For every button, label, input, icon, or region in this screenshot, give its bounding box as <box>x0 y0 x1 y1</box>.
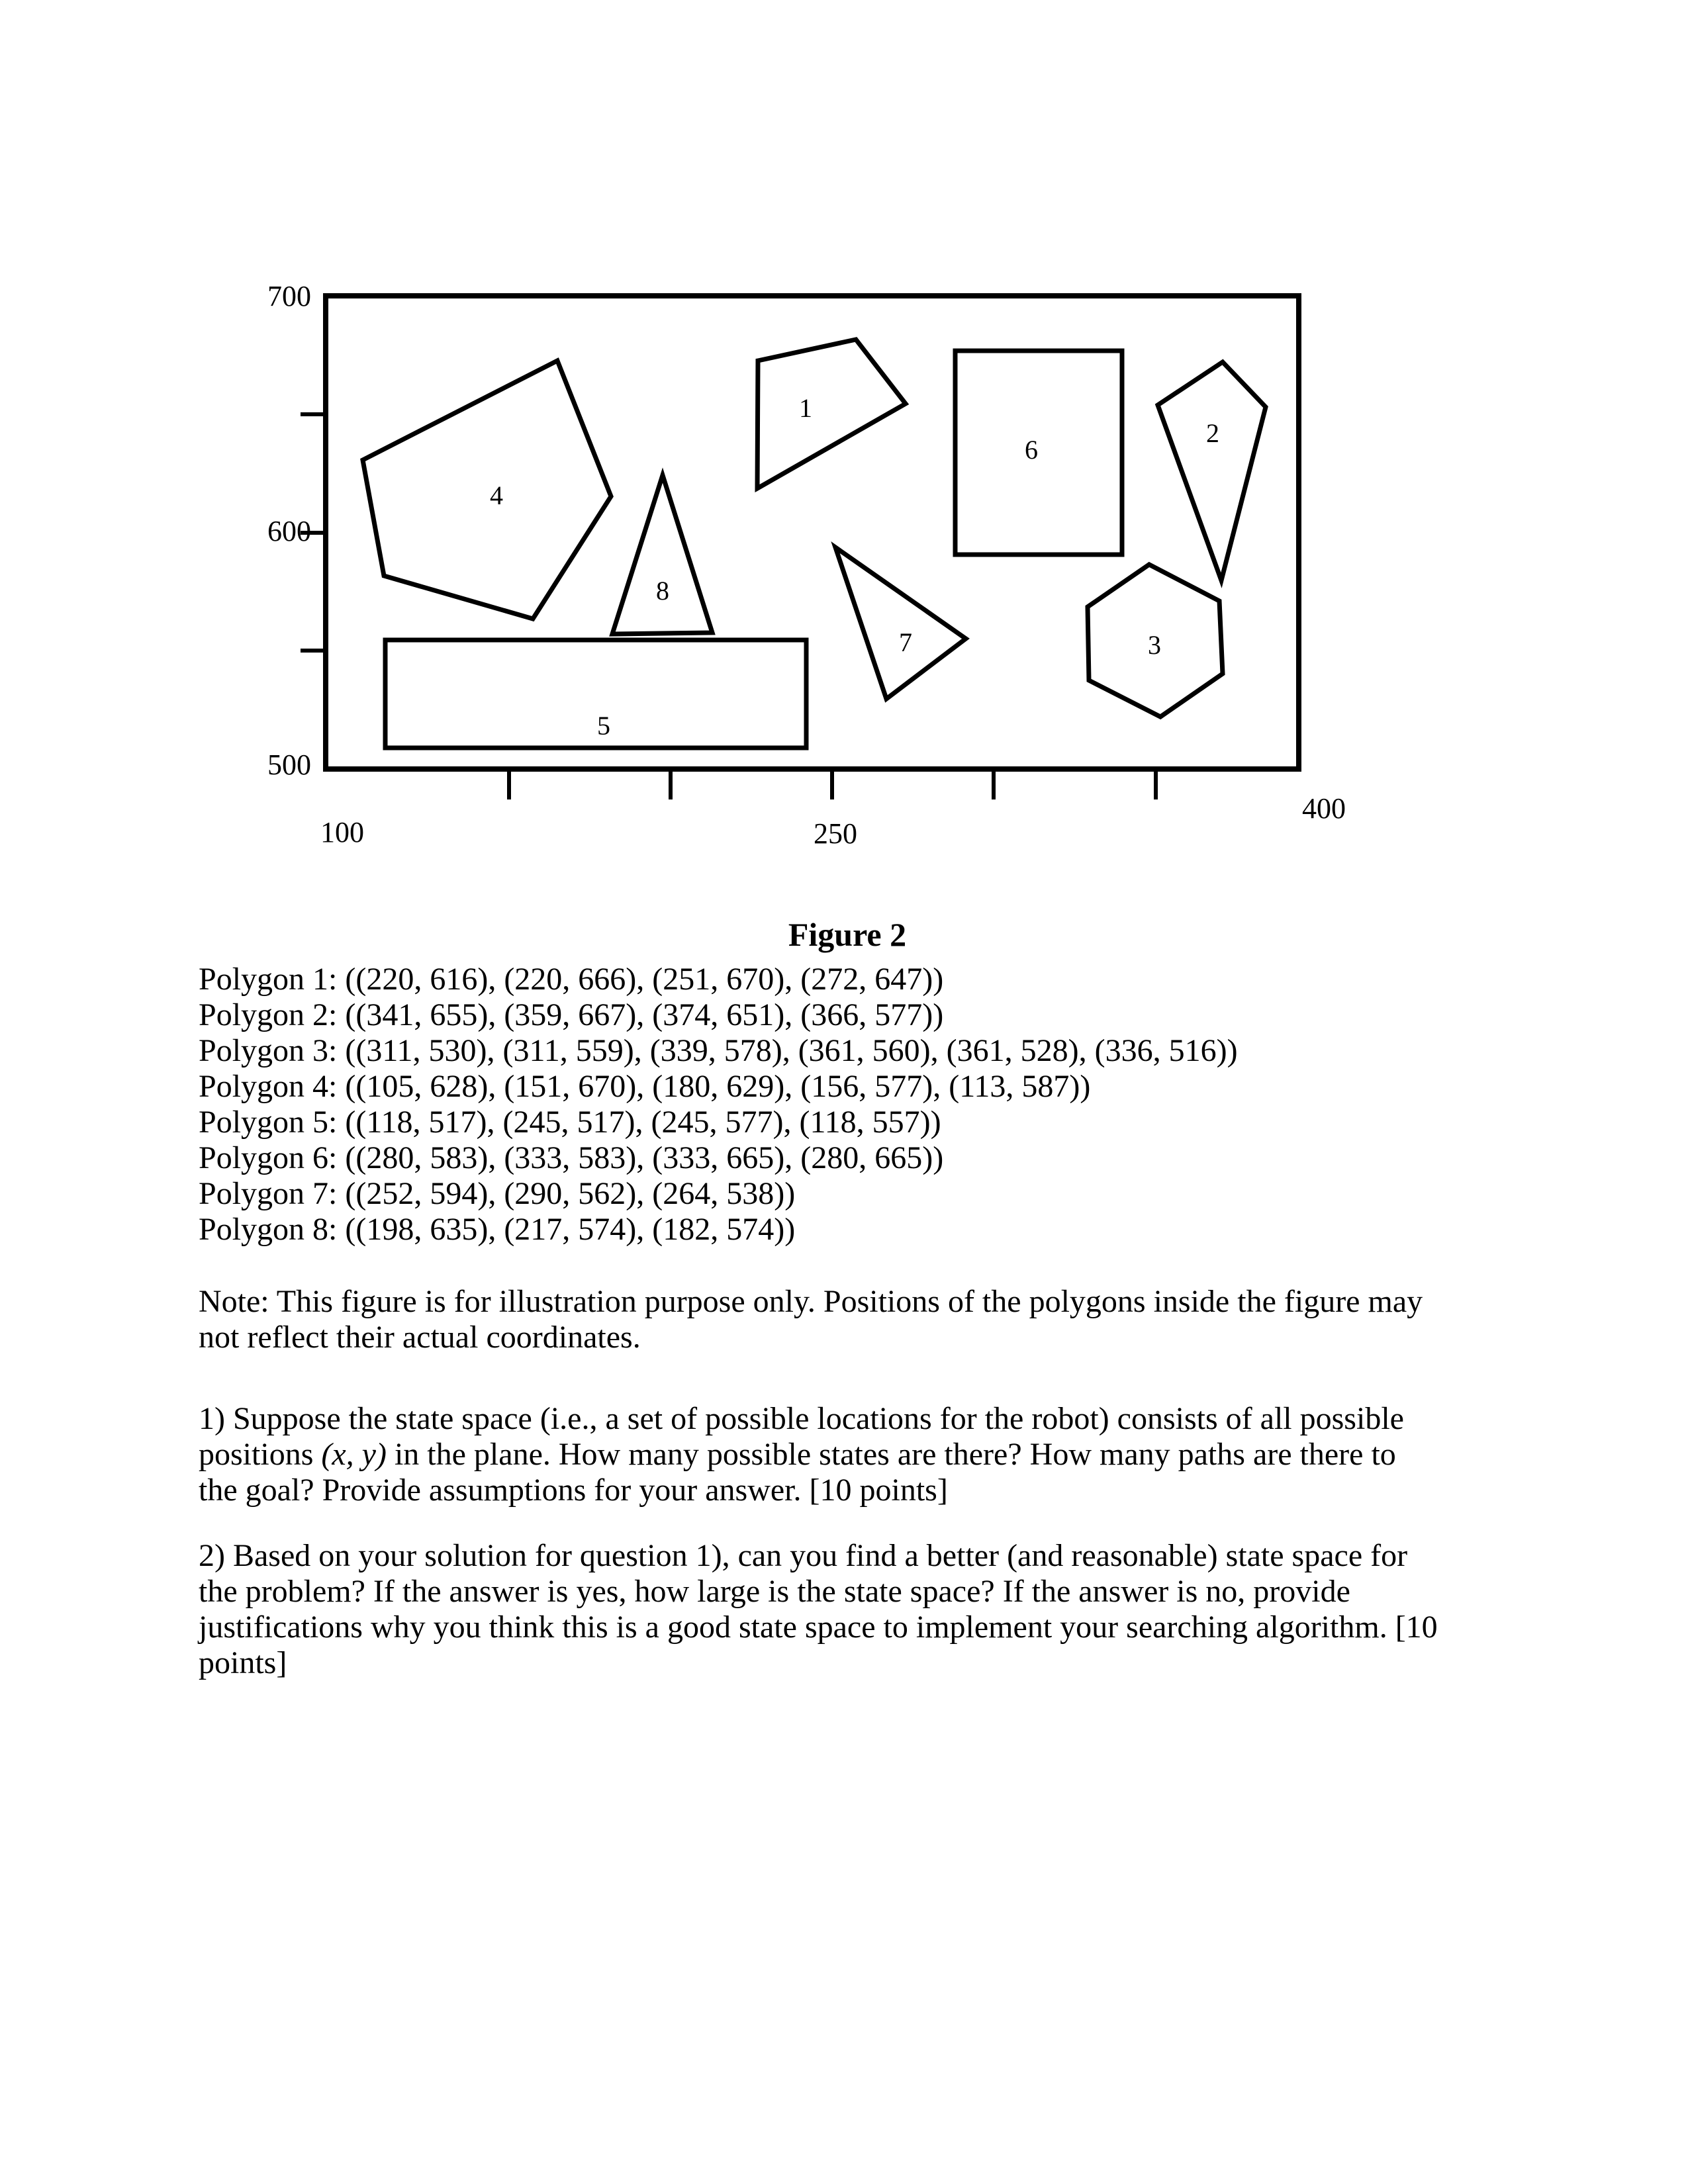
question-2-line: the problem? If the answer is yes, how large is the state space? If the answer is no, provide <box>199 1574 1350 1609</box>
polygon-8-label: 8 <box>656 576 669 606</box>
polygon-list-line: Polygon 6: ((280, 583), (333, 583), (333, 665), (280, 665)) <box>199 1140 944 1175</box>
polygon-list-line: Polygon 3: ((311, 530), (311, 559), (339, 578), (361, 560), (361, 528), (336, 516)) <box>199 1033 1238 1068</box>
y-axis-label: 600 <box>267 515 311 548</box>
polygon-2-label: 2 <box>1206 418 1219 448</box>
question-2-line: justifications why you think this is a good state space to implement your searching algorithm. [10 <box>199 1610 1438 1645</box>
polygon-6-shape <box>955 351 1122 555</box>
polygon-3-label: 3 <box>1148 630 1161 660</box>
polygon-6-label: 6 <box>1025 435 1038 465</box>
text-segment: in the plane. How many possible states are there? How many paths are there to <box>386 1437 1396 1472</box>
x-axis-label: 100 <box>320 816 364 849</box>
figure-caption: Figure 2 <box>788 916 907 953</box>
polygon-7-label: 7 <box>899 627 912 657</box>
polygon-5-shape <box>385 640 806 748</box>
polygon-4-shape <box>363 361 611 619</box>
polygon-7-shape <box>835 547 966 699</box>
text-segment: positions <box>199 1437 322 1472</box>
polygon-1-shape <box>757 340 906 488</box>
note-paragraph <box>199 1284 1556 1355</box>
polygon-2-shape <box>1158 362 1266 580</box>
y-axis-label: 700 <box>267 280 311 313</box>
polygon-4-label: 4 <box>490 480 503 510</box>
question-1 <box>199 1401 1556 1508</box>
polygon-list-line: Polygon 7: ((252, 594), (290, 562), (264, 538)) <box>199 1176 796 1211</box>
italic-text-segment: (x, y) <box>321 1437 387 1472</box>
polygon-5-label: 5 <box>597 711 610 741</box>
figure-2-plot <box>252 258 1370 854</box>
question-2-line: 2) Based on your solution for question 1), can you find a better (and reasonable) state space for <box>199 1538 1408 1573</box>
polygon-8-shape <box>612 475 712 634</box>
polygon-list-line: Polygon 8: ((198, 635), (217, 574), (182, 574)) <box>199 1212 796 1247</box>
polygon-list-line: Polygon 5: ((118, 517), (245, 517), (245, 577), (118, 557)) <box>199 1105 941 1140</box>
question-1-line <box>199 1437 1556 1473</box>
polygon-list-line: Polygon 1: ((220, 616), (220, 666), (251, 670), (272, 647)) <box>199 962 944 997</box>
note-line: not reflect their actual coordinates. <box>199 1320 641 1355</box>
question-2-line: points] <box>199 1645 287 1680</box>
question-1-line: 1) Suppose the state space (i.e., a set of possible locations for the robot) consists of all possible <box>199 1401 1404 1436</box>
question-2 <box>199 1538 1556 1681</box>
polygon-1-label: 1 <box>799 393 812 423</box>
question-1-line: the goal? Provide assumptions for your answer. [10 points] <box>199 1473 948 1508</box>
polygon-list-line: Polygon 4: ((105, 628), (151, 670), (180, 629), (156, 577), (113, 587)) <box>199 1069 1091 1104</box>
x-axis-label: 250 <box>814 817 857 850</box>
polygon-list-line: Polygon 2: ((341, 655), (359, 667), (374, 651), (366, 577)) <box>199 997 944 1032</box>
x-axis-label: 400 <box>1302 792 1346 825</box>
polygon-coordinate-list <box>199 962 1556 1248</box>
y-axis-label: 500 <box>267 749 311 782</box>
note-line: Note: This figure is for illustration purpose only. Positions of the polygons inside the figure may <box>199 1284 1423 1319</box>
plot-border <box>326 296 1299 769</box>
